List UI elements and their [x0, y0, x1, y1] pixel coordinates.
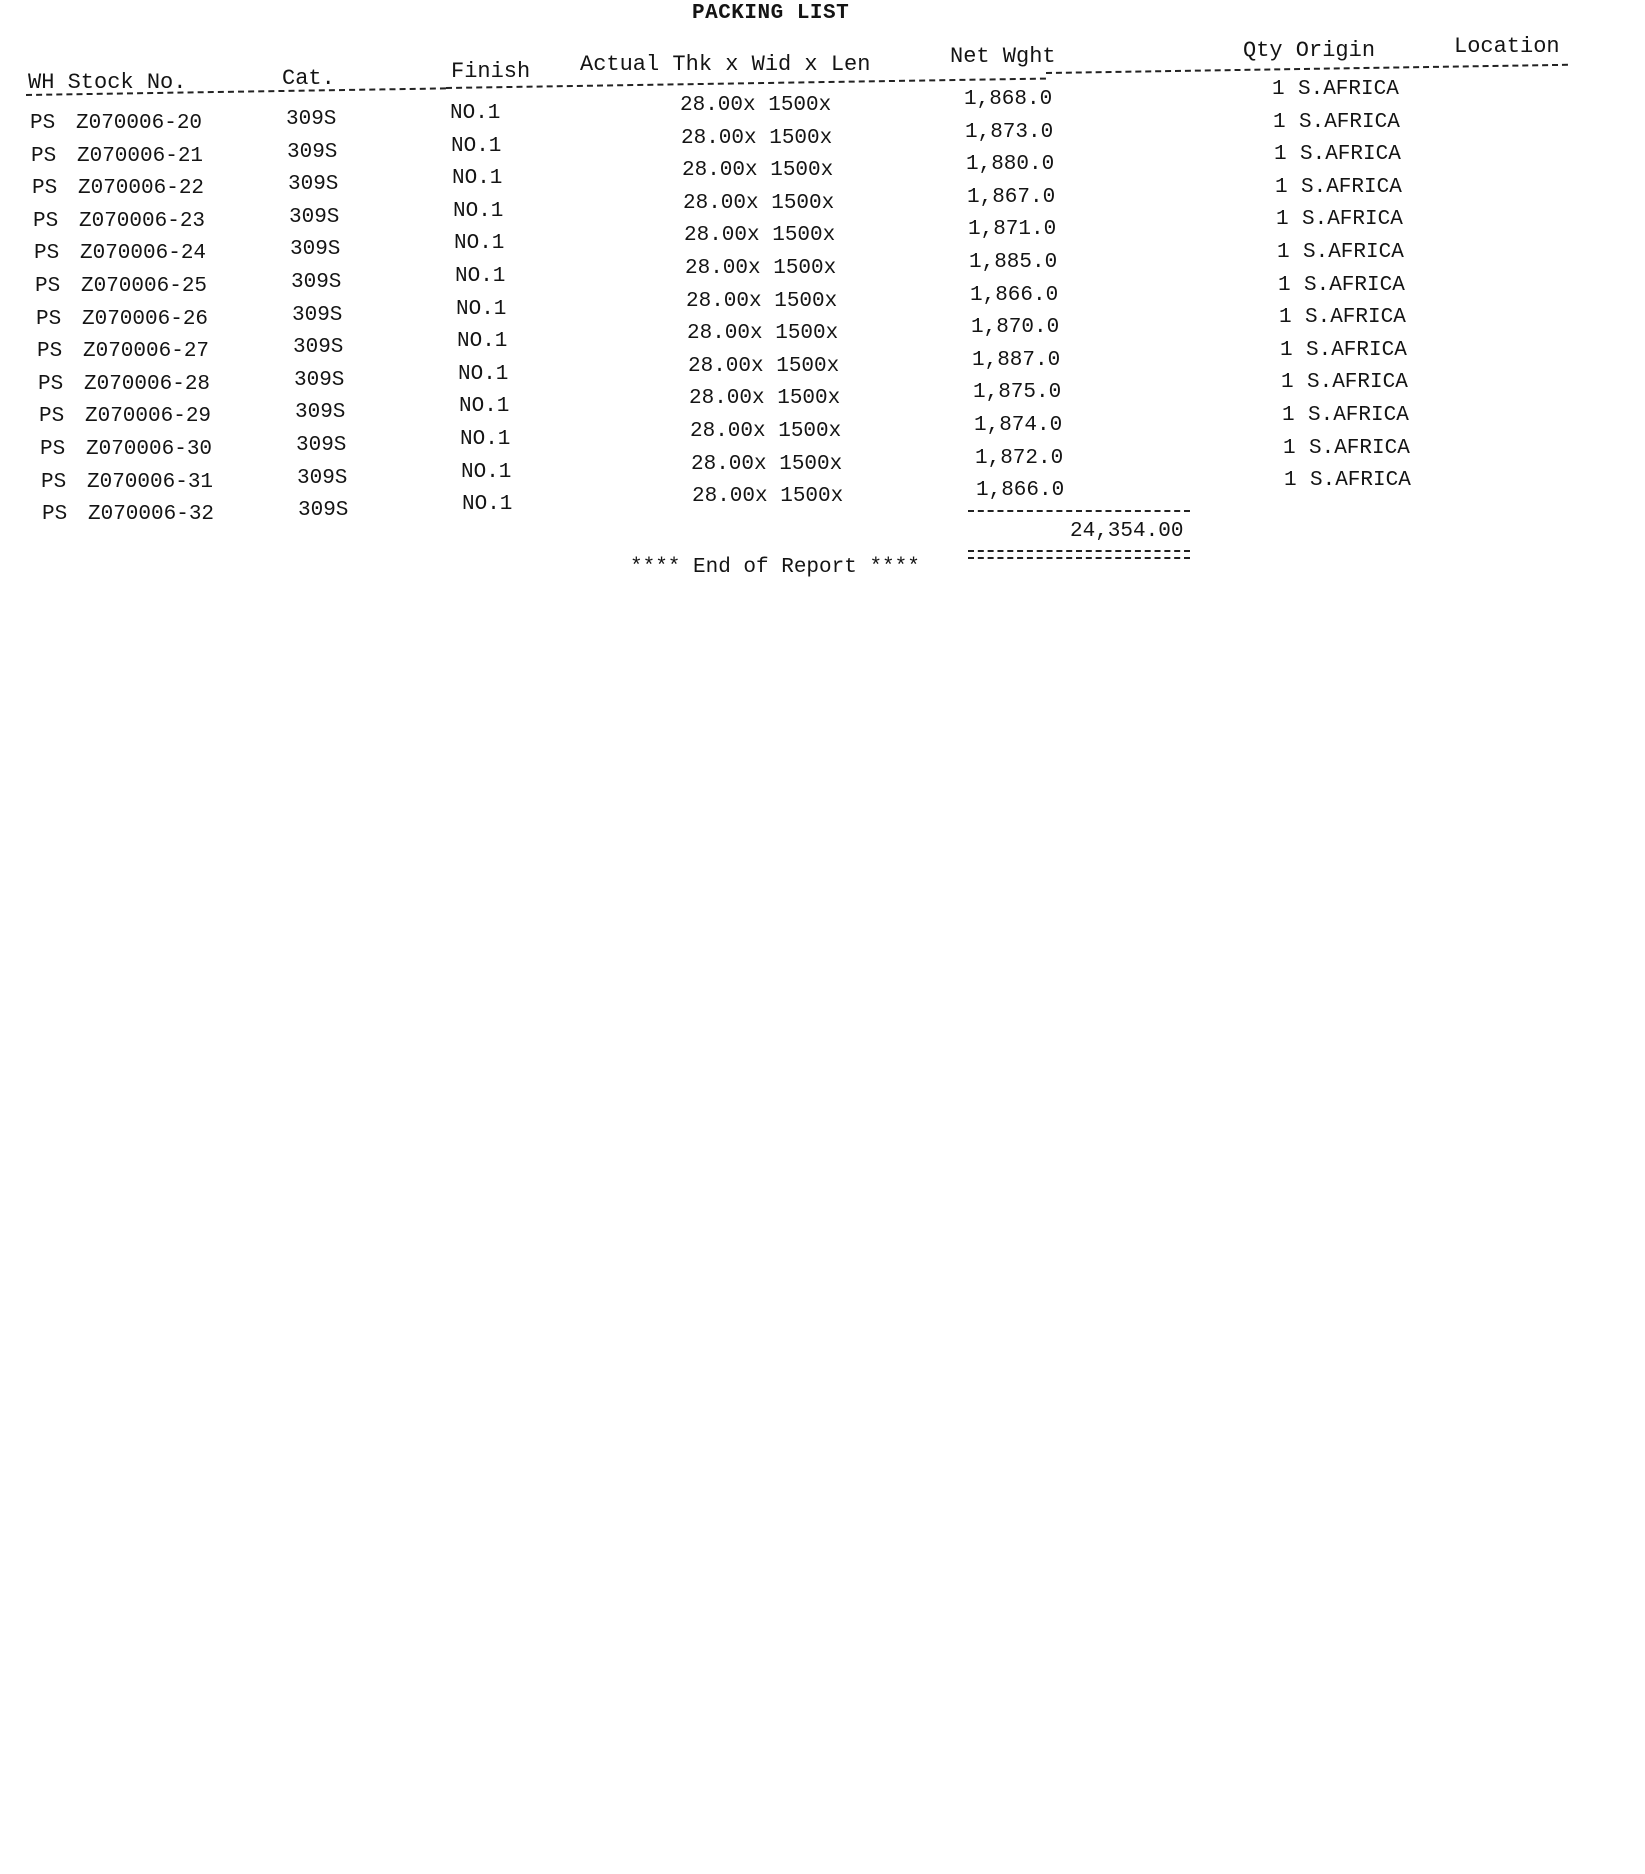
cell-wh: PS: [30, 112, 56, 135]
cell-dimensions: 28.00x 1500x: [680, 94, 832, 117]
cell-finish: NO.1: [461, 460, 512, 484]
cell-wh: PS: [34, 242, 60, 266]
cell-dimensions: 28.00x 1500x: [683, 191, 835, 215]
total-rule: [968, 510, 1190, 512]
cell-qty: 1: [1281, 371, 1294, 395]
cell-net-weight: 1,887.0: [972, 348, 1061, 372]
page-title: PACKING LIST: [692, 2, 850, 25]
cell-origin: S.AFRICA: [1307, 371, 1408, 395]
header-net-weight: Net Wght: [950, 44, 1056, 69]
cell-cat: 309S: [293, 336, 344, 360]
cell-wh: PS: [40, 438, 66, 461]
cell-cat: 309S: [295, 401, 346, 425]
cell-finish: NO.1: [460, 428, 511, 451]
cell-finish: NO.1: [458, 362, 509, 386]
cell-wh: PS: [37, 340, 63, 364]
cell-net-weight: 1,868.0: [964, 88, 1053, 111]
cell-finish: NO.1: [462, 493, 513, 517]
cell-wh: PS: [42, 503, 68, 527]
cell-qty: 1: [1280, 338, 1293, 362]
cell-finish: NO.1: [457, 330, 508, 354]
cell-cat: 309S: [298, 499, 349, 523]
cell-origin: S.AFRICA: [1301, 175, 1402, 199]
cell-qty: 1: [1278, 273, 1291, 297]
cell-qty: 1: [1279, 306, 1292, 330]
cell-finish: NO.1: [451, 134, 502, 158]
total-double-rule: [968, 550, 1190, 559]
cell-qty: 1: [1275, 175, 1288, 199]
cell-stock-no: Z070006-25: [81, 275, 208, 298]
cell-cat: 309S: [287, 140, 338, 164]
cell-stock-no: Z070006-27: [83, 340, 210, 364]
cell-dimensions: 28.00x 1500x: [684, 224, 836, 248]
cell-wh: PS: [41, 470, 67, 494]
cell-wh: PS: [33, 209, 59, 233]
cell-qty: 1: [1283, 436, 1296, 460]
header-qty-origin: Qty Origin: [1243, 38, 1376, 63]
cell-stock-no: Z070006-30: [86, 438, 213, 461]
cell-stock-no: Z070006-31: [87, 470, 214, 494]
cell-finish: NO.1: [453, 199, 504, 223]
cell-dimensions: 28.00x 1500x: [681, 126, 833, 150]
cell-stock-no: Z070006-23: [79, 209, 206, 233]
cell-dimensions: 28.00x 1500x: [687, 322, 839, 346]
cell-origin: S.AFRICA: [1309, 436, 1410, 460]
cell-finish: NO.1: [454, 232, 505, 256]
header-finish: Finish: [451, 59, 531, 84]
cell-stock-no: Z070006-21: [77, 144, 204, 168]
cell-dimensions: 28.00x 1500x: [688, 354, 840, 378]
cell-net-weight: 1,873.0: [965, 120, 1054, 144]
cell-cat: 309S: [296, 434, 347, 457]
header-location: Location: [1454, 34, 1560, 59]
cell-cat: 309S: [292, 303, 343, 327]
cell-dimensions: 28.00x 1500x: [689, 387, 841, 411]
cell-cat: 309S: [288, 173, 339, 197]
cell-qty: 1: [1273, 110, 1286, 134]
cell-stock-no: Z070006-29: [85, 405, 212, 429]
cell-origin: S.AFRICA: [1300, 143, 1401, 167]
header-wh-stock: WH Stock No.: [28, 70, 187, 95]
cell-wh: PS: [32, 177, 58, 201]
cell-stock-no: Z070006-32: [88, 503, 215, 527]
cell-net-weight: 1,866.0: [976, 479, 1065, 503]
cell-net-weight: 1,880.0: [966, 153, 1055, 177]
cell-net-weight: 1,874.0: [974, 414, 1063, 437]
header-dimensions: Actual Thk x Wid x Len: [580, 52, 871, 77]
cell-finish: NO.1: [452, 167, 503, 191]
cell-net-weight: 1,866.0: [970, 283, 1059, 307]
cell-wh: PS: [36, 307, 62, 331]
cell-finish: NO.1: [456, 297, 507, 321]
cell-origin: S.AFRICA: [1305, 306, 1406, 330]
cell-finish: NO.1: [455, 265, 506, 288]
cell-qty: 1: [1282, 404, 1295, 427]
cell-stock-no: Z070006-24: [80, 242, 207, 266]
cell-net-weight: 1,875.0: [973, 381, 1062, 405]
cell-qty: 1: [1277, 241, 1290, 264]
cell-origin: S.AFRICA: [1306, 338, 1407, 362]
cell-dimensions: 28.00x 1500x: [685, 257, 837, 280]
cell-dimensions: 28.00x 1500x: [691, 452, 843, 476]
cell-wh: PS: [31, 144, 57, 168]
cell-wh: PS: [38, 372, 64, 396]
cell-dimensions: 28.00x 1500x: [690, 420, 842, 443]
cell-dimensions: 28.00x 1500x: [682, 159, 834, 183]
cell-dimensions: 28.00x 1500x: [686, 289, 838, 313]
cell-stock-no: Z070006-20: [76, 112, 203, 135]
cell-cat: 309S: [294, 368, 345, 392]
cell-stock-no: Z070006-28: [84, 372, 211, 396]
cell-cat: 309S: [291, 271, 342, 294]
cell-stock-no: Z070006-22: [78, 177, 205, 201]
cell-net-weight: 1,867.0: [967, 185, 1056, 209]
cell-cat: 309S: [289, 205, 340, 229]
cell-cat: 309S: [297, 466, 348, 490]
cell-net-weight: 1,870.0: [971, 316, 1060, 340]
cell-dimensions: 28.00x 1500x: [692, 485, 844, 509]
total-net-weight: 24,354.00: [1070, 520, 1184, 543]
cell-finish: NO.1: [450, 102, 501, 125]
cell-wh: PS: [39, 405, 65, 429]
header-underline: [446, 78, 1046, 89]
cell-stock-no: Z070006-26: [82, 307, 209, 331]
cell-net-weight: 1,872.0: [975, 446, 1064, 470]
cell-wh: PS: [35, 275, 61, 298]
cell-net-weight: 1,885.0: [969, 251, 1058, 274]
cell-qty: 1: [1276, 208, 1289, 232]
end-of-report: **** End of Report ****: [630, 556, 920, 579]
cell-origin: S.AFRICA: [1310, 469, 1411, 493]
header-cat: Cat.: [282, 66, 335, 91]
cell-qty: 1: [1272, 78, 1285, 101]
cell-origin: S.AFRICA: [1308, 404, 1409, 427]
cell-origin: S.AFRICA: [1303, 241, 1404, 264]
cell-origin: S.AFRICA: [1302, 208, 1403, 232]
cell-cat: 309S: [290, 238, 341, 262]
cell-finish: NO.1: [459, 395, 510, 419]
cell-qty: 1: [1274, 143, 1287, 167]
cell-net-weight: 1,871.0: [968, 218, 1057, 242]
cell-origin: S.AFRICA: [1298, 78, 1399, 101]
cell-qty: 1: [1284, 469, 1297, 493]
cell-origin: S.AFRICA: [1304, 273, 1405, 297]
header-underline: [1046, 64, 1568, 74]
cell-origin: S.AFRICA: [1299, 110, 1400, 134]
cell-cat: 309S: [286, 108, 337, 131]
